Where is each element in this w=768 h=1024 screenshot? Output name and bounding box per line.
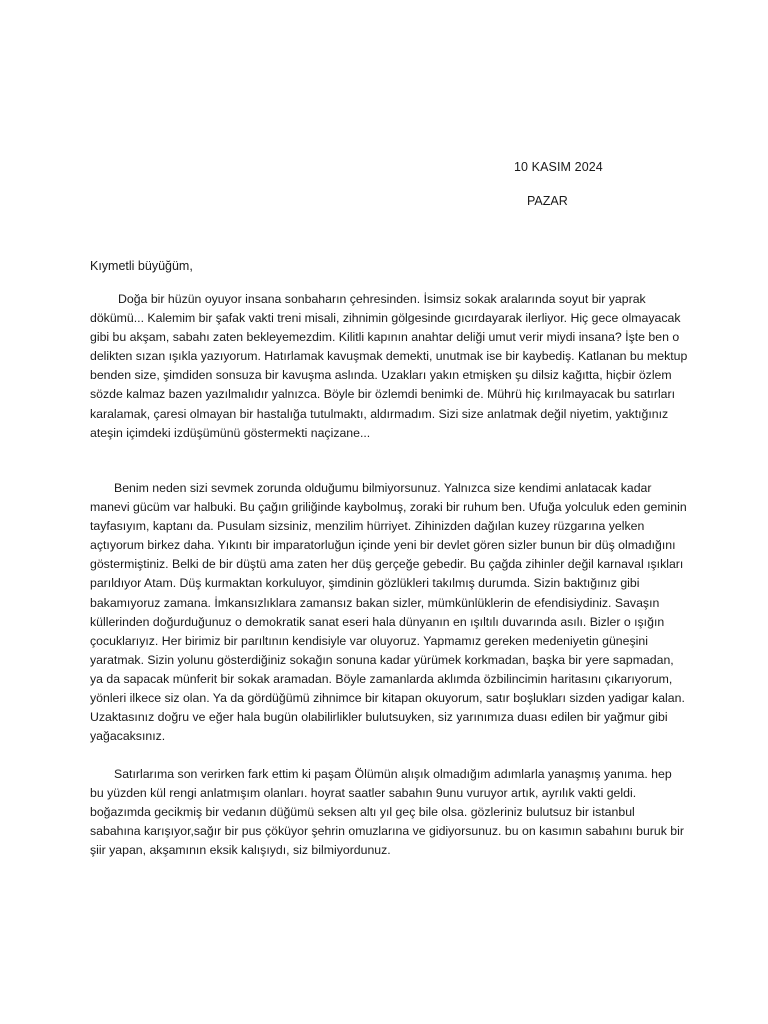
letter-salutation: Kıymetli büyüğüm, [90,259,193,273]
letter-weekday: PAZAR [527,194,568,208]
paragraph-text: Doğa bir hüzün oyuyor insana sonbaharın çehresinden. İsimsiz sokak aralarında soyut bir yaprak dökümü... Kalemim bir şafak vakti treni misali, zihnimin gölgesinde gıcırdayarak ilerliyor. Hiç gece olmayacak gibi bu akşam, sabahı zaten bekleyemezdim. Kilitli kapının anahtar deliği umut verir miydi insana? İşte ben o delikten sızan ışıkla yazıyorum. Hatırlamak kavuşmak demekti, unutmak ise bir kaybediş. Katlanan bu mektup benden size, şimdiden sonsuza bir kavuşma aslında. Uzakları yakın etmişken şu dilsiz kağıtta, hiçbir özlem sözde kalmaz bazen yazılmalıdır yalnızca. Böyle bir özlemdi benimki de. Mührü hiç kırılmayacak bu satırları karalamak, çaresi olmayan bir hastalığa tutulmaktı, aldırmadım. Sizi size anlatmak değil niyetim, yaktığınız ateşin içimdeki izdüşümünü göstermekti naçizane... [90,292,688,440]
letter-paragraph [90,765,688,860]
paragraph-text: Benim neden sizi sevmek zorunda olduğumu bilmiyorsunuz. Yalnızca size kendimi anlatacak kadar manevi gücüm var halbuki. Bu çağın griliğinde kaybolmuş, zoraki bir ruhum ben. Ufuğa yolculuk eden geminin tayfasıyım, kaptanı da. Pusulam sizsiniz, menzilim hürriyet. Zihinizden dağılan kuzey rüzgarına yelken açtıyorum birkez daha. Yıkıntı bir imparatorluğun içinde yeni bir devlet gören sizler bunun bir düş olmadığını göstermiştiniz. Belki de bir düştü ama zaten her düş gerçeğe gebedir. Bu çağda zihinler değil karnaval ışıkları parıldıyor Atam. Düş kurmaktan korkuluyor, şimdinin gözlükleri takılmış durumda. Sizin baktığınız gibi bakamıyoruz zamana. İmkansızlıklara zamansız bakan sizler, mümkünlüklerin de efendisiydiniz. Savaşın küllerinden doğurduğunuz o demokratik sanat eseri hala dünyanın en ışıltılı duvarında asılı. Bizler o ışığın çocuklarıyız. Her birimiz bir parıltının kendisiyle var oluyoruz. Yapmamız gereken medeniyetin güneşini yaratmak. Sizin yolunu gösterdiğiniz sokağın sonuna kadar yürümek korkmadan, başka bir yere sapmadan, ya da sapacak münferit bir sokak aramadan. Böyle zamanlarda aklımda özbilincimin haritasını çıkarıyorum, yönleri ilkece siz olan. Ya da gördüğümü zihnimce bir kitapan okuyorum, satır boşlukları sizden yadigar kalan. Uzaktasınız doğru ve eğer hala bugün olabilirlikler bulutsuyken, siz yarınımıza duası edilen bir yağmur gibi yağacaksınız. [90,481,687,744]
letter-date: 10 KASIM 2024 [514,160,603,174]
letter-paragraph [90,479,688,746]
letter-paragraph [90,290,688,443]
paragraph-text: Satırlarıma son verirken fark ettim ki paşam Ölümün alışık olmadığım adımlarla yanaşmış yanıma. hep bu yüzden kül rengi anlatmışım olanları. hoyrat saatler sabahın 9unu vuruyor artık, ayrılık vakti geldi. boğazımda gecikmiş bir vedanın düğümü seksen altı yıl geç bile olsa. gözleriniz bulutsuz bir istanbul sabahına karışıyor,sağır bir pus çöküyor şehrin omuzlarına ve gidiyorsunuz. bu on kasımın sabahını buruk bir şiir yapan, akşamının eksik kalışıydı, siz bilmiyordunuz. [90,767,684,858]
